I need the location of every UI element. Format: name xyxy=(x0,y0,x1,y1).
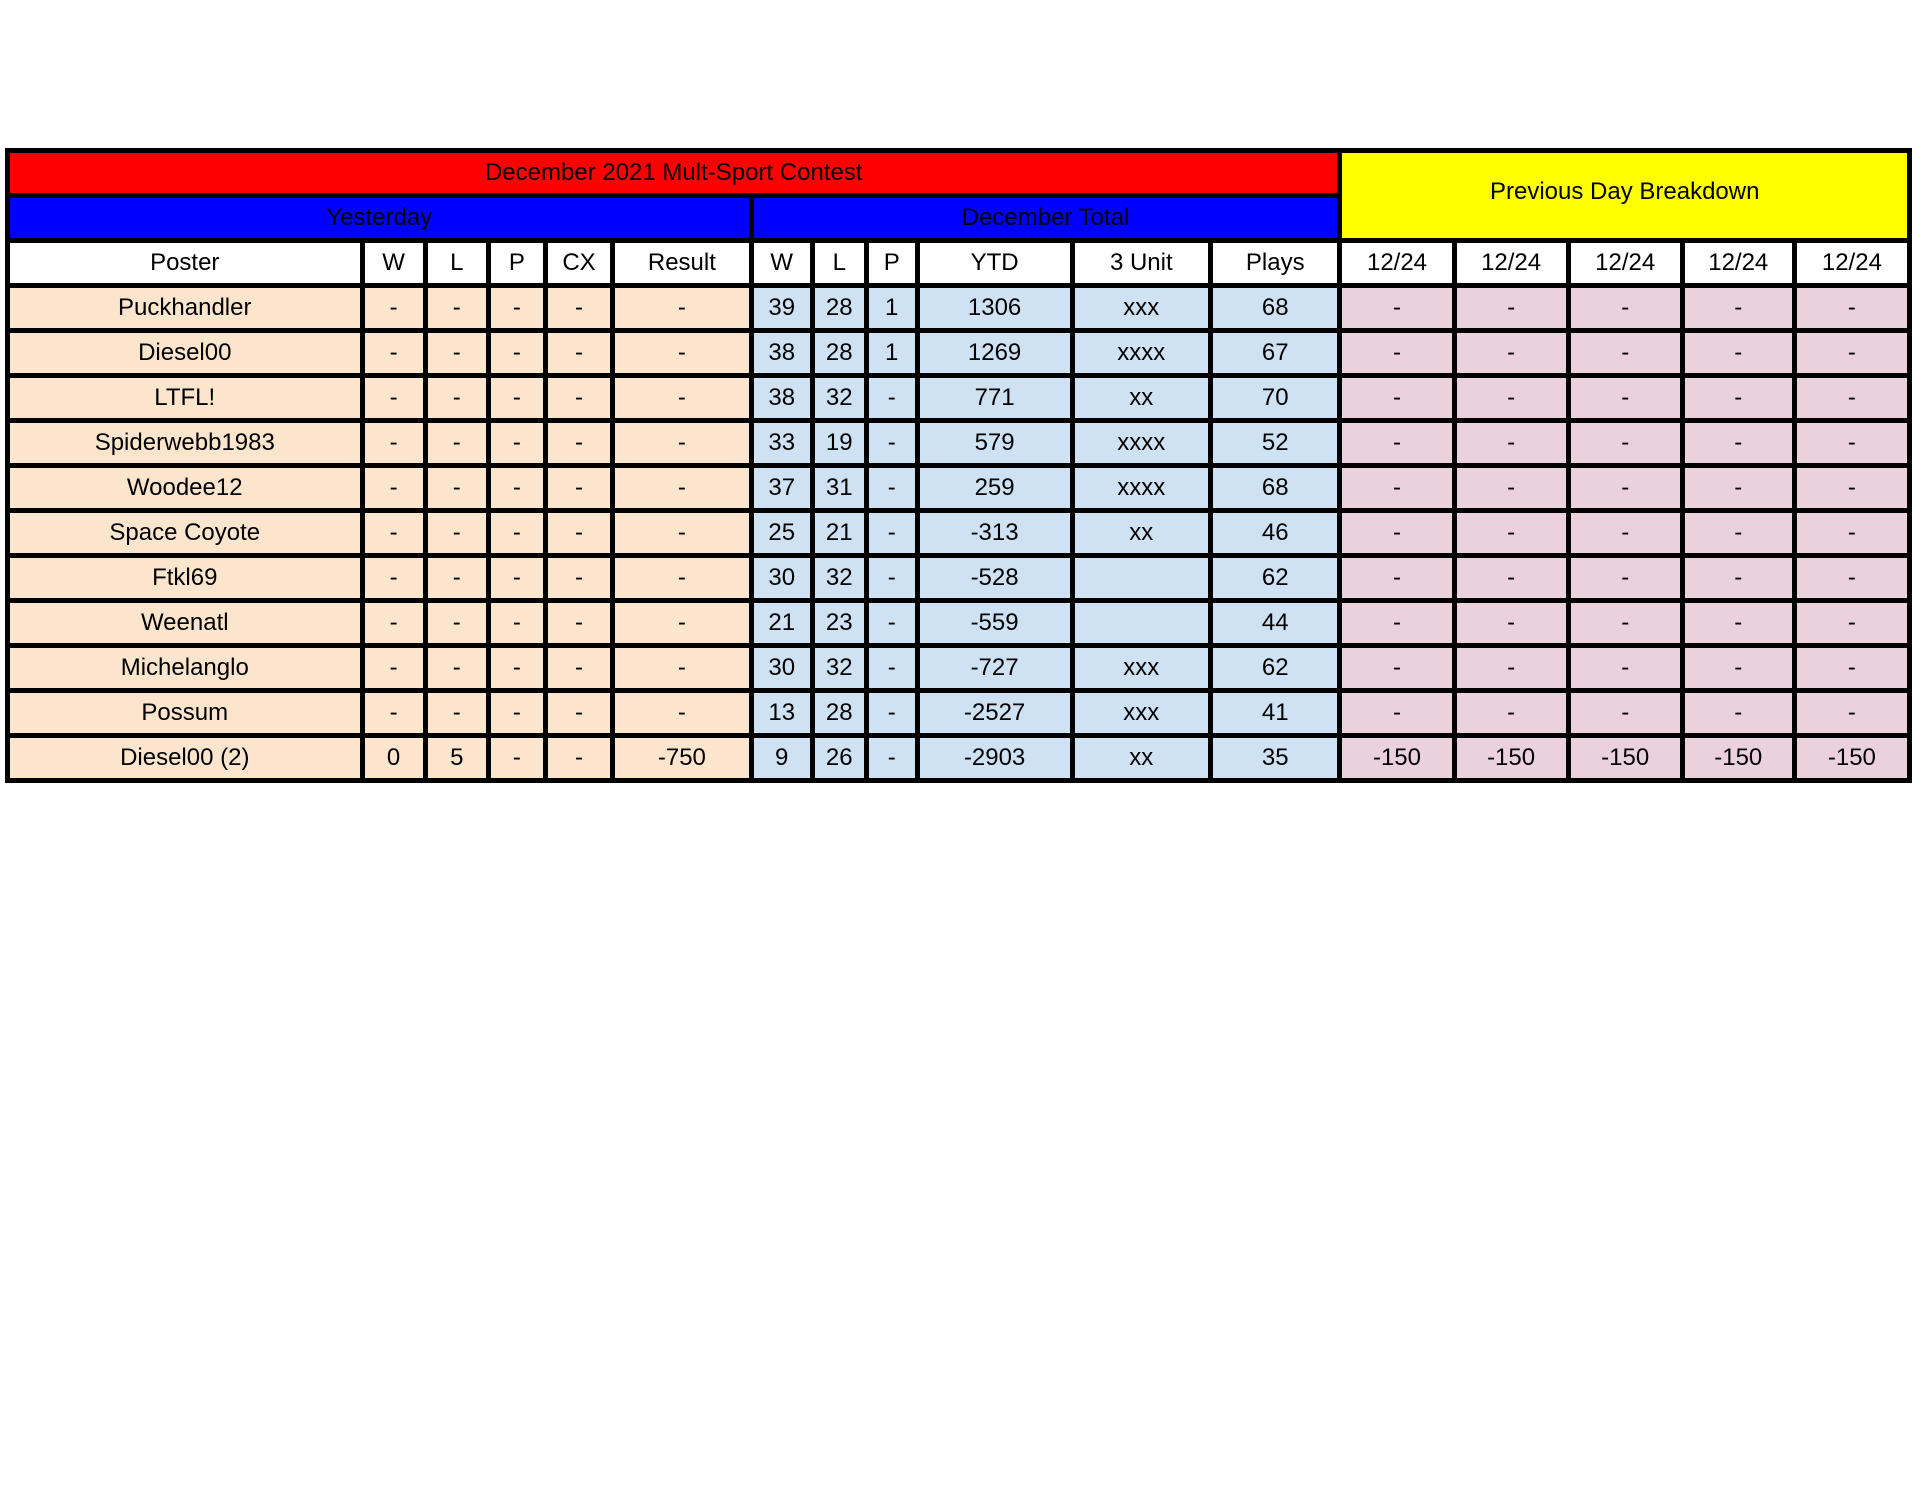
data-cell: - xyxy=(613,421,752,466)
data-cell: - xyxy=(1682,511,1794,556)
data-cell: 259 xyxy=(917,466,1072,511)
title-row xyxy=(8,151,1910,196)
data-cell: 32 xyxy=(812,556,866,601)
data-cell: xxx xyxy=(1072,286,1211,331)
data-cell: 30 xyxy=(751,556,812,601)
column-header: 12/24 xyxy=(1568,241,1682,286)
data-cell: - xyxy=(866,691,917,736)
poster-name-cell: Weenatl xyxy=(8,601,363,646)
data-cell: - xyxy=(545,691,612,736)
data-cell: 62 xyxy=(1211,646,1340,691)
data-cell: - xyxy=(613,466,752,511)
data-cell: - xyxy=(1682,601,1794,646)
data-cell: 26 xyxy=(812,736,866,781)
data-cell: - xyxy=(545,601,612,646)
data-cell: - xyxy=(545,556,612,601)
data-cell: 13 xyxy=(751,691,812,736)
column-header: 12/24 xyxy=(1454,241,1568,286)
data-cell: - xyxy=(1794,691,1909,736)
data-cell: - xyxy=(613,646,752,691)
data-cell: - xyxy=(1682,556,1794,601)
data-cell: - xyxy=(545,736,612,781)
data-cell: - xyxy=(1454,286,1568,331)
data-cell: 33 xyxy=(751,421,812,466)
december-total-section-label: December Total xyxy=(751,196,1340,241)
contest-title: December 2021 Mult-Sport Contest xyxy=(8,151,1340,196)
data-cell: 23 xyxy=(812,601,866,646)
data-cell: 41 xyxy=(1211,691,1340,736)
data-cell: - xyxy=(1682,691,1794,736)
data-cell: - xyxy=(1794,556,1909,601)
data-cell: - xyxy=(866,376,917,421)
data-cell: - xyxy=(545,421,612,466)
column-header: L xyxy=(812,241,866,286)
data-cell: 30 xyxy=(751,646,812,691)
poster-name-cell: Possum xyxy=(8,691,363,736)
data-cell: - xyxy=(866,421,917,466)
data-cell: - xyxy=(866,466,917,511)
data-cell: - xyxy=(1568,601,1682,646)
data-cell: - xyxy=(488,331,545,376)
data-cell: - xyxy=(1682,286,1794,331)
table-row xyxy=(8,376,1910,421)
data-cell: - xyxy=(613,286,752,331)
data-cell: 5 xyxy=(425,736,488,781)
data-cell: 38 xyxy=(751,331,812,376)
poster-name-cell: Ftkl69 xyxy=(8,556,363,601)
data-cell: 1 xyxy=(866,286,917,331)
data-cell: - xyxy=(362,376,425,421)
data-cell: 0 xyxy=(362,736,425,781)
data-cell: 32 xyxy=(812,376,866,421)
data-cell: 68 xyxy=(1211,466,1340,511)
data-cell: - xyxy=(488,466,545,511)
poster-name-cell: Woodee12 xyxy=(8,466,363,511)
data-cell: - xyxy=(1340,601,1454,646)
data-cell: - xyxy=(362,511,425,556)
data-cell: - xyxy=(1568,556,1682,601)
previous-day-breakdown-label: Previous Day Breakdown xyxy=(1489,177,1760,205)
data-cell: - xyxy=(425,691,488,736)
data-cell: 579 xyxy=(917,421,1072,466)
data-cell: - xyxy=(1794,646,1909,691)
data-cell: - xyxy=(613,331,752,376)
data-cell: - xyxy=(1340,286,1454,331)
data-cell: - xyxy=(488,376,545,421)
table-row xyxy=(8,646,1910,691)
poster-name-cell: Diesel00 (2) xyxy=(8,736,363,781)
data-cell: - xyxy=(1454,601,1568,646)
data-cell: - xyxy=(613,376,752,421)
column-header: P xyxy=(866,241,917,286)
data-cell: 67 xyxy=(1211,331,1340,376)
table-row xyxy=(8,736,1910,781)
data-cell: - xyxy=(1794,466,1909,511)
data-cell: - xyxy=(362,286,425,331)
data-cell: -150 xyxy=(1682,736,1794,781)
data-cell: - xyxy=(1568,646,1682,691)
data-cell xyxy=(1072,601,1211,646)
data-cell: - xyxy=(866,601,917,646)
data-cell: - xyxy=(1340,556,1454,601)
table-row xyxy=(8,556,1910,601)
poster-name-cell: Michelanglo xyxy=(8,646,363,691)
data-cell: - xyxy=(613,691,752,736)
data-cell: - xyxy=(425,511,488,556)
data-cell: - xyxy=(425,376,488,421)
data-cell: - xyxy=(545,286,612,331)
data-cell: 28 xyxy=(812,331,866,376)
contest-table-container xyxy=(5,148,1912,783)
table-row xyxy=(8,691,1910,736)
data-cell: -559 xyxy=(917,601,1072,646)
data-cell: - xyxy=(1454,511,1568,556)
data-cell: 38 xyxy=(751,376,812,421)
data-cell: - xyxy=(362,691,425,736)
table-row xyxy=(8,601,1910,646)
data-cell: - xyxy=(425,286,488,331)
data-cell: - xyxy=(1568,466,1682,511)
data-cell: - xyxy=(1568,331,1682,376)
column-header: 3 Unit xyxy=(1072,241,1211,286)
data-cell: - xyxy=(1794,331,1909,376)
data-cell: - xyxy=(1794,511,1909,556)
table-row xyxy=(8,466,1910,511)
data-cell: - xyxy=(1454,691,1568,736)
data-cell: 28 xyxy=(812,691,866,736)
data-cell: - xyxy=(488,601,545,646)
data-cell: - xyxy=(1454,466,1568,511)
data-cell: xxxx xyxy=(1072,331,1211,376)
data-cell: - xyxy=(488,691,545,736)
yesterday-section-label: Yesterday xyxy=(8,196,752,241)
data-cell: -150 xyxy=(1454,736,1568,781)
data-cell: - xyxy=(425,466,488,511)
data-cell: xx xyxy=(1072,376,1211,421)
data-cell: xxx xyxy=(1072,646,1211,691)
data-cell: - xyxy=(613,556,752,601)
data-cell: - xyxy=(545,376,612,421)
data-cell: 19 xyxy=(812,421,866,466)
data-cell: 1306 xyxy=(917,286,1072,331)
data-cell: - xyxy=(362,556,425,601)
data-cell: - xyxy=(1682,376,1794,421)
data-cell: - xyxy=(488,646,545,691)
data-cell: 28 xyxy=(812,286,866,331)
data-cell: 31 xyxy=(812,466,866,511)
data-cell: xx xyxy=(1072,511,1211,556)
data-cell: -150 xyxy=(1340,736,1454,781)
data-cell: 771 xyxy=(917,376,1072,421)
data-cell: - xyxy=(1682,421,1794,466)
column-header: W xyxy=(362,241,425,286)
data-cell: - xyxy=(488,511,545,556)
data-cell: - xyxy=(1340,466,1454,511)
data-cell: - xyxy=(866,736,917,781)
data-cell: - xyxy=(1682,646,1794,691)
data-cell: 46 xyxy=(1211,511,1340,556)
data-cell: - xyxy=(425,421,488,466)
column-header: W xyxy=(751,241,812,286)
data-cell: - xyxy=(362,331,425,376)
data-cell: - xyxy=(488,286,545,331)
data-cell: -2903 xyxy=(917,736,1072,781)
data-cell: 9 xyxy=(751,736,812,781)
data-cell: 1269 xyxy=(917,331,1072,376)
data-cell: - xyxy=(1340,646,1454,691)
data-cell xyxy=(1072,556,1211,601)
column-header: Poster xyxy=(8,241,363,286)
data-cell: 44 xyxy=(1211,601,1340,646)
data-cell: - xyxy=(545,331,612,376)
contest-table xyxy=(5,148,1912,783)
data-cell: - xyxy=(425,556,488,601)
data-cell: 1 xyxy=(866,331,917,376)
data-cell: 70 xyxy=(1211,376,1340,421)
poster-name-cell: Diesel00 xyxy=(8,331,363,376)
poster-name-cell: Space Coyote xyxy=(8,511,363,556)
data-cell: - xyxy=(866,646,917,691)
data-cell: - xyxy=(425,601,488,646)
column-header: CX xyxy=(545,241,612,286)
data-cell: xxxx xyxy=(1072,421,1211,466)
column-header: Result xyxy=(613,241,752,286)
data-cell: -150 xyxy=(1794,736,1909,781)
data-cell: 52 xyxy=(1211,421,1340,466)
data-cell: - xyxy=(1454,331,1568,376)
data-cell: - xyxy=(362,466,425,511)
table-row xyxy=(8,286,1910,331)
column-header: L xyxy=(425,241,488,286)
data-cell: 32 xyxy=(812,646,866,691)
data-cell: - xyxy=(1568,421,1682,466)
data-cell: xx xyxy=(1072,736,1211,781)
data-cell: 21 xyxy=(751,601,812,646)
data-cell: 37 xyxy=(751,466,812,511)
table-row xyxy=(8,511,1910,556)
poster-name-cell: Puckhandler xyxy=(8,286,363,331)
data-cell: - xyxy=(613,601,752,646)
column-header: P xyxy=(488,241,545,286)
column-header: 12/24 xyxy=(1682,241,1794,286)
data-cell: 25 xyxy=(751,511,812,556)
data-cell: -2527 xyxy=(917,691,1072,736)
data-cell: - xyxy=(1568,691,1682,736)
data-cell: - xyxy=(1340,511,1454,556)
data-cell: - xyxy=(1454,646,1568,691)
data-cell: -750 xyxy=(613,736,752,781)
data-cell: - xyxy=(1794,286,1909,331)
data-cell: - xyxy=(488,556,545,601)
previous-day-breakdown-banner xyxy=(1340,151,1910,241)
data-cell: - xyxy=(1340,421,1454,466)
table-row xyxy=(8,331,1910,376)
column-header: Plays xyxy=(1211,241,1340,286)
data-cell: - xyxy=(1682,466,1794,511)
data-cell: xxx xyxy=(1072,691,1211,736)
data-cell: - xyxy=(1340,331,1454,376)
data-cell: - xyxy=(613,511,752,556)
data-cell: - xyxy=(425,331,488,376)
data-cell: - xyxy=(1794,376,1909,421)
column-header: 12/24 xyxy=(1794,241,1909,286)
data-cell: - xyxy=(1568,286,1682,331)
data-cell: - xyxy=(1340,691,1454,736)
data-cell: -313 xyxy=(917,511,1072,556)
table-row xyxy=(8,421,1910,466)
data-cell: - xyxy=(362,646,425,691)
data-cell: 35 xyxy=(1211,736,1340,781)
data-cell: - xyxy=(1794,601,1909,646)
data-cell: - xyxy=(362,421,425,466)
data-cell: - xyxy=(545,466,612,511)
data-cell: - xyxy=(488,736,545,781)
data-cell: - xyxy=(1568,511,1682,556)
data-cell: xxxx xyxy=(1072,466,1211,511)
column-header: 12/24 xyxy=(1340,241,1454,286)
poster-name-cell: Spiderwebb1983 xyxy=(8,421,363,466)
data-cell: - xyxy=(425,646,488,691)
column-header-row xyxy=(8,241,1910,286)
data-cell: - xyxy=(488,421,545,466)
data-cell: -528 xyxy=(917,556,1072,601)
data-cell: - xyxy=(545,511,612,556)
data-cell: - xyxy=(545,646,612,691)
poster-name-cell: LTFL! xyxy=(8,376,363,421)
data-cell: 39 xyxy=(751,286,812,331)
column-header: YTD xyxy=(917,241,1072,286)
data-cell: 21 xyxy=(812,511,866,556)
data-cell: - xyxy=(1682,331,1794,376)
data-cell: - xyxy=(1340,376,1454,421)
data-cell: - xyxy=(1454,376,1568,421)
data-cell: 68 xyxy=(1211,286,1340,331)
data-cell: - xyxy=(1568,376,1682,421)
data-cell: -727 xyxy=(917,646,1072,691)
data-cell: - xyxy=(362,601,425,646)
data-cell: - xyxy=(1794,421,1909,466)
data-cell: - xyxy=(1454,421,1568,466)
data-cell: - xyxy=(866,556,917,601)
data-cell: - xyxy=(866,511,917,556)
data-cell: - xyxy=(1454,556,1568,601)
data-cell: -150 xyxy=(1568,736,1682,781)
data-cell: 62 xyxy=(1211,556,1340,601)
